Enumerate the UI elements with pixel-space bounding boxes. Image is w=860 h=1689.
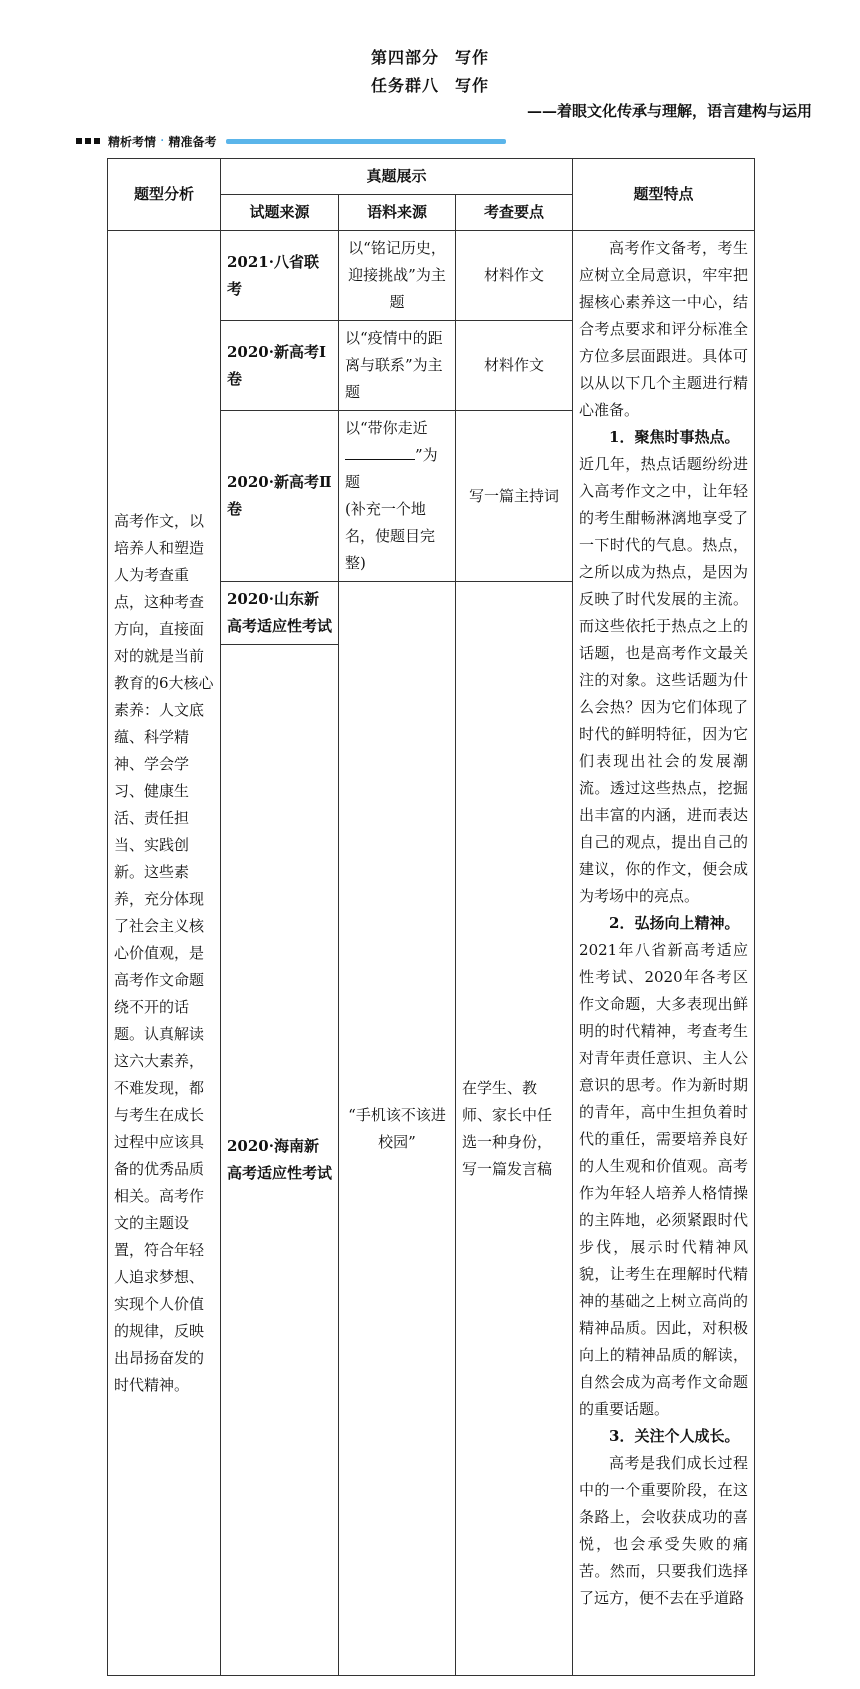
header-analysis: 题型分析	[108, 159, 221, 231]
features-cell	[573, 231, 755, 1676]
table-row	[108, 231, 755, 321]
banner-right-text: 精准备考	[168, 134, 217, 149]
source-cell: 2020·新高考Ⅱ卷	[221, 411, 339, 582]
source-cell: 2021·八省联考	[221, 231, 339, 321]
points-cell: 写一篇主持词	[456, 411, 573, 582]
points-cell: 材料作文	[456, 231, 573, 321]
points-cell: 在学生、教师、家长中任选一种身份，写一篇发言稿	[456, 582, 573, 1676]
analysis-cell: 高考作文，以培养人和塑造人为考查重点，这种考查方向，直接面对的就是当前教育的6大核心素养：人文底蕴、科学精神、学会学习、健康生活、责任担当、实践创新。这些素养，充分体现了社会主义核心价值观，是高考作文命题绕不开的话题。认真解读这六大素养，不难发现，都与考生在成长过程中应该具备的优秀品质相关。高考作文的主题设置，符合年轻人追求梦想、实现个人价值的规律，反映出昂扬奋发的时代精神。	[108, 231, 221, 1676]
fill-in-blank	[345, 445, 415, 460]
header-points: 考查要点	[456, 195, 573, 231]
header-material: 语料来源	[339, 195, 456, 231]
header-source: 试题来源	[221, 195, 339, 231]
material-cell: 以“疫情中的距离与联系”为主题	[339, 321, 456, 411]
banner-dot-icon: ·	[160, 133, 165, 149]
subtitle: ——着眼文化传承与理解，语言建构与运用	[526, 102, 812, 120]
header-exam-display: 真题展示	[221, 159, 573, 195]
features-heading-2: 2．弘扬向上精神。	[609, 914, 740, 932]
part-topic: 写作	[455, 48, 490, 67]
source-cell: 2020·山东新高考适应性考试	[221, 582, 339, 645]
title-block	[0, 44, 860, 100]
section-banner	[76, 133, 506, 149]
material-part-b: ”为题	[345, 446, 438, 491]
material-cell: 以“铭记历史，迎接挑战”为主题	[339, 231, 456, 321]
material-part-c: (补充一个地名，使题目完整)	[345, 500, 436, 572]
source-cell: 2020·新高考Ⅰ卷	[221, 321, 339, 411]
features-intro: 高考作文备考，考生应树立全局意识，牢牢把握核心素养这一中心，结合考点要求和评分标准全方位多层面跟进。具体可以从以下几个主题进行精心准备。	[579, 239, 749, 419]
banner-squares-icon	[76, 138, 100, 144]
task-label: 任务群八	[370, 76, 439, 95]
material-cell	[339, 411, 456, 582]
material-cell: “手机该不该进校园”	[339, 582, 456, 1676]
task-title	[0, 72, 860, 100]
part-title	[0, 44, 860, 72]
exam-analysis-table	[107, 158, 755, 1676]
features-paragraph-3: 高考是我们成长过程中的一个重要阶段，在这条路上，会收获成功的喜悦，也会承受失败的痛苦。然而，只要我们选择了远方，便不去在乎道路	[579, 1454, 749, 1607]
banner-left-text: 精析考情	[108, 134, 157, 149]
header-features: 题型特点	[573, 159, 755, 231]
features-paragraph-2: 2021年八省新高考适应性考试、2020年各考区作文命题，大多表现出鲜明的时代精神，考查考生对青年责任意识、主人公意识的思考。作为新时期的青年，高中生担负着时代的重任，需要培养良好的人生观和价值观。高考作为年轻人培养人格情操的主阵地，必须紧跟时代步伐，展示时代精神风貌，让考生在理解时代精神的基础之上树立高尚的精神品质。因此，对积极向上的精神品质的解读，自然会成为高考作文命题的重要话题。	[579, 941, 749, 1418]
features-heading-1: 1．聚焦时事热点。	[609, 428, 740, 446]
task-topic: 写作	[455, 76, 490, 95]
material-part-a: 以“带你走近	[345, 419, 428, 437]
features-paragraph-1: 近几年，热点话题纷纷进入高考作文之中，让年轻的考生酣畅淋漓地享受了一下时代的气息。热点，之所以成为热点，是因为反映了时代发展的主流。而这些依托于热点之上的话题，也是高考作文最关注的对象。这些话题为什么会热？因为它们体现了时代的鲜明特征，因为它们表现出社会的发展潮流。透过这些热点，挖掘出丰富的内涵，进而表达自己的观点，提出自己的建议，你的作文，便会成为考场中的亮点。	[579, 455, 749, 905]
banner-bar	[226, 139, 506, 144]
points-cell: 材料作文	[456, 321, 573, 411]
source-cell: 2020·海南新高考适应性考试	[221, 645, 339, 1676]
part-label: 第四部分	[370, 48, 439, 67]
features-heading-3: 3．关注个人成长。	[609, 1427, 740, 1445]
